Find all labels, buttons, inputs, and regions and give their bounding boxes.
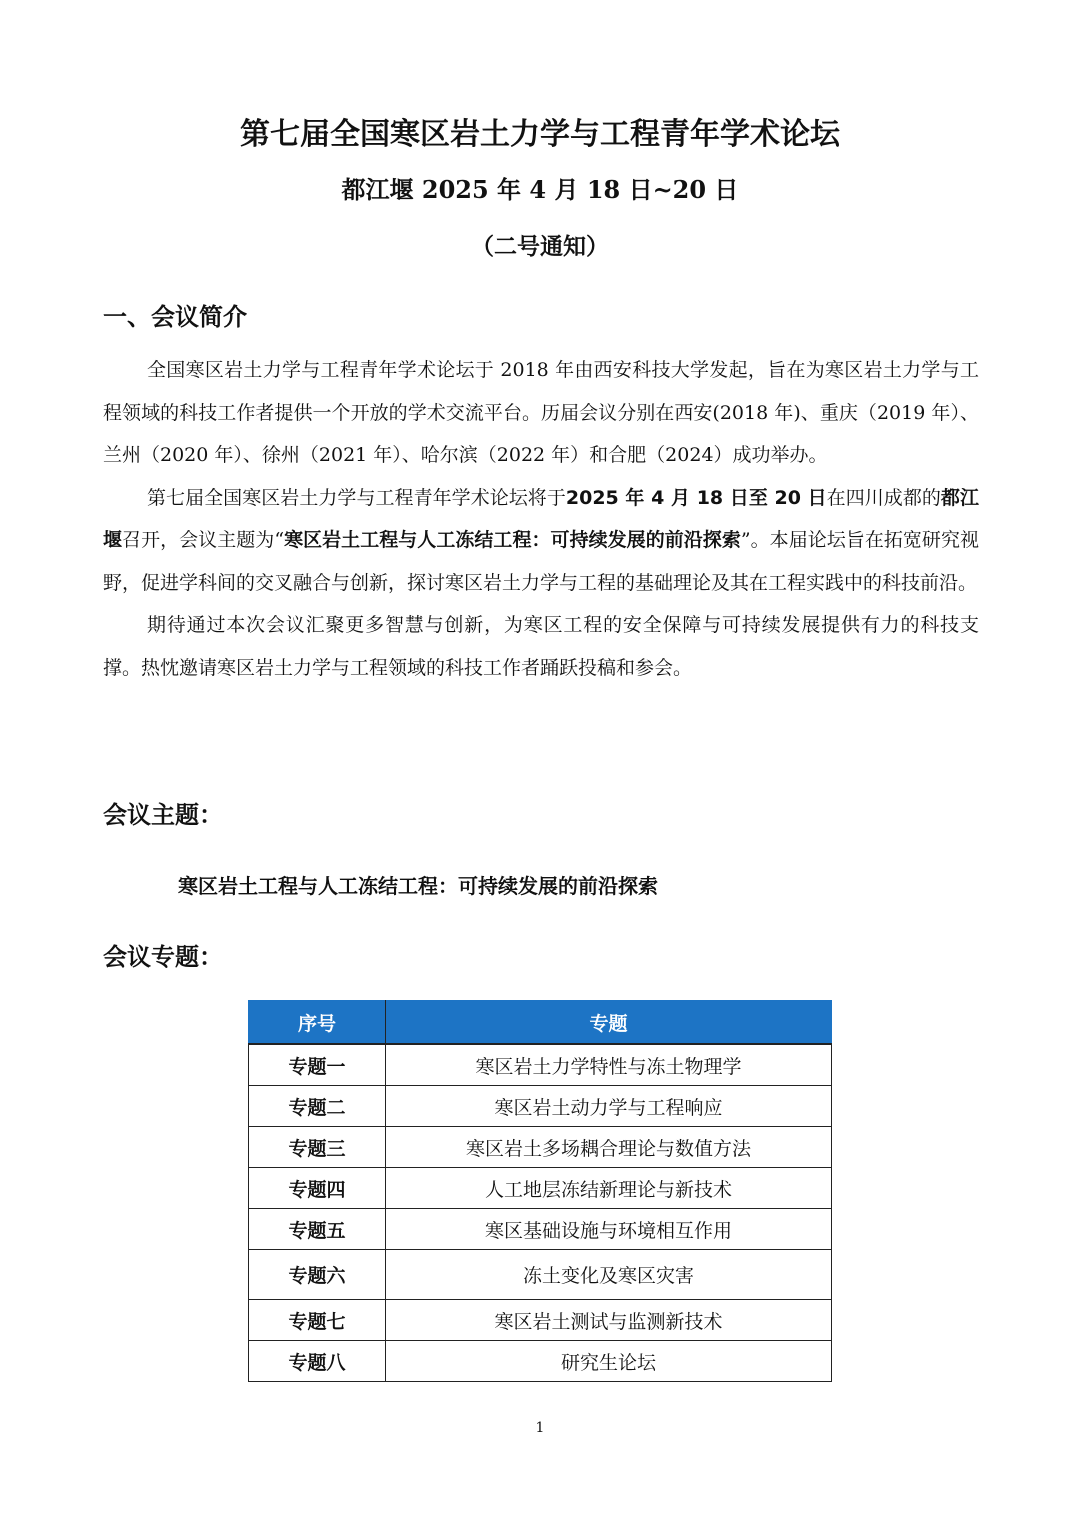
intro-p2-text-2: 在四川成都的 (826, 486, 941, 509)
topic-title: 寒区岩土动力学与工程响应 (386, 1086, 832, 1127)
topic-num: 专题七 (249, 1300, 386, 1341)
table-row (249, 1250, 832, 1300)
header-topic: 专题 (386, 1001, 832, 1045)
conference-theme: 寒区岩土工程与人工冻结工程：可持续发展的前沿探索 (178, 874, 658, 898)
table-row (249, 1300, 832, 1341)
table-row (249, 1127, 832, 1168)
intro-paragraph-2 (103, 477, 979, 605)
topic-title: 寒区岩土测试与监测新技术 (386, 1300, 832, 1341)
topic-num: 专题六 (249, 1250, 386, 1300)
topic-num: 专题五 (249, 1209, 386, 1250)
section-heading-theme: 会议主题： (103, 801, 223, 829)
intro-p2-text-3: 召开，会议主题为“ (122, 529, 285, 551)
table-row (249, 1341, 832, 1382)
table-header-row (249, 1001, 832, 1045)
intro-paragraph-1: 全国寒区岩土力学与工程青年学术论坛于 2018 年由西安科技大学发起，旨在为寒区岩土力学与工程领域的科技工作者提供一个开放的学术交流平台。历届会议分别在西安(2018 年)、重庆（2019 年）、兰州（2020 年）、徐州（2021 年）、哈尔滨（2022 年）和合肥（2024）成功举办。 (103, 359, 979, 466)
intro-paragraph-3: 期待通过本次会议汇聚更多智慧与创新，为寒区工程的安全保障与可持续发展提供有力的科技支撑。热忱邀请寒区岩土力学与工程领域的科技工作者踊跃投稿和参会。 (103, 614, 979, 679)
topic-num: 专题二 (249, 1086, 386, 1127)
topic-title: 寒区岩土力学特性与冻土物理学 (386, 1044, 832, 1086)
intro-p2-place: 都江堰 (103, 486, 979, 551)
table-row (249, 1168, 832, 1209)
intro-section (103, 349, 979, 689)
topic-num: 专题四 (249, 1168, 386, 1209)
intro-p2-text-4: ”。本届论坛旨在拓宽研究视野，促进学科间的交叉融合与创新，探讨寒区岩土力学与工程的基础理论及其在工程实践中的科技前沿。 (103, 529, 979, 594)
header-num: 序号 (249, 1001, 386, 1045)
document-title: 第七届全国寒区岩土力学与工程青年学术论坛 (240, 117, 840, 152)
topic-title: 研究生论坛 (386, 1341, 832, 1382)
topic-num: 专题八 (249, 1341, 386, 1382)
topic-title: 冻土变化及寒区灾害 (386, 1250, 832, 1300)
section-heading-intro: 一、会议简介 (103, 303, 247, 331)
section-heading-topics: 会议专题： (103, 943, 223, 971)
document-subtitle: 都江堰 2025 年 4 月 18 日~20 日 (341, 175, 739, 204)
table-row (249, 1044, 832, 1086)
topic-num: 专题一 (249, 1044, 386, 1086)
intro-p2-date: 2025 年 4 月 18 日至 20 日 (565, 486, 827, 509)
topic-num: 专题三 (249, 1127, 386, 1168)
page-number: 1 (535, 1420, 545, 1436)
notice-label: （二号通知） (471, 233, 609, 260)
topic-title: 人工地层冻结新理论与新技术 (386, 1168, 832, 1209)
table-row (249, 1086, 832, 1127)
topic-title: 寒区岩土多场耦合理论与数值方法 (386, 1127, 832, 1168)
table-row (249, 1209, 832, 1250)
topic-title: 寒区基础设施与环境相互作用 (386, 1209, 832, 1250)
intro-p2-theme: 寒区岩土工程与人工冻结工程：可持续发展的前沿探索 (284, 529, 741, 551)
topics-table (248, 1000, 832, 1382)
intro-p2-text-1: 第七届全国寒区岩土力学与工程青年学术论坛将于 (147, 486, 566, 509)
